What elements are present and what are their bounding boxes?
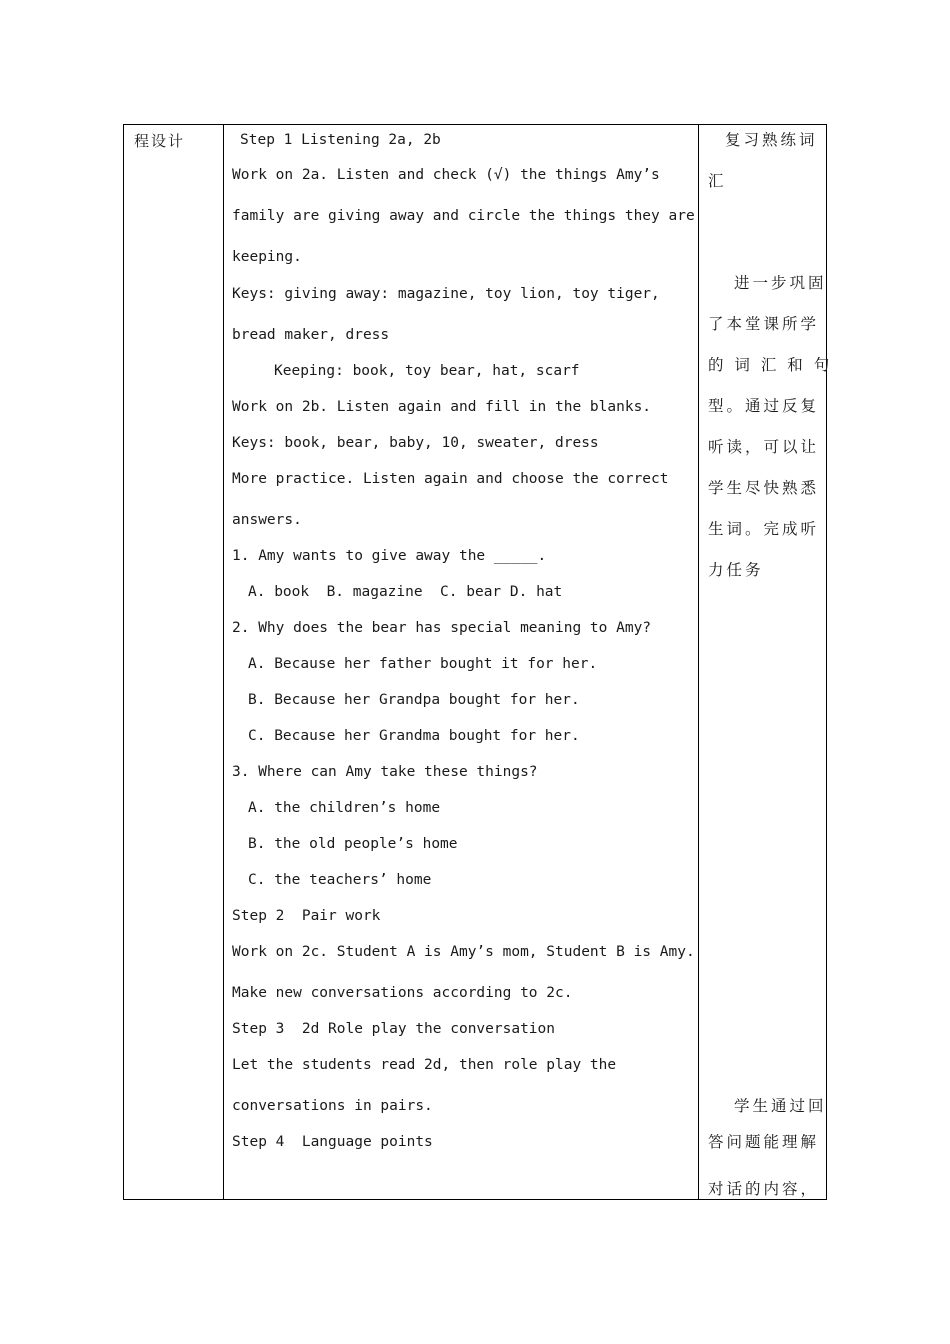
column-divider xyxy=(223,125,224,1199)
content-line: conversations in pairs. xyxy=(232,1098,433,1114)
content-line: Work on 2a. Listen and check (√) the things Amy’s xyxy=(232,167,660,183)
question-2: 2. Why does the bear has special meaning to Amy? xyxy=(232,620,652,636)
content-line: Let the students read 2d, then role play the xyxy=(232,1057,617,1073)
question-1: 1. Amy wants to give away the _____. xyxy=(232,548,547,564)
note-line: 的 词 汇 和 句 xyxy=(708,356,833,374)
answer-option: C. Because her Grandma bought for her. xyxy=(248,728,580,744)
note-line: 力任务 xyxy=(708,561,764,579)
content-line: answers. xyxy=(232,512,302,528)
content-line: Keys: giving away: magazine, toy lion, toy tiger, xyxy=(232,286,660,302)
step-1-heading: Step 1 Listening 2a, 2b xyxy=(240,132,441,148)
answer-option: C. the teachers’ home xyxy=(248,872,432,888)
step-4-heading: Step 4 Language points xyxy=(232,1134,433,1150)
content-line: Make new conversations according to 2c. xyxy=(232,985,573,1001)
note-line: 复习熟练词 xyxy=(725,131,818,149)
answer-option: A. the children’s home xyxy=(248,800,441,816)
answer-option: A. Because her father bought it for her. xyxy=(248,656,598,672)
note-line: 答问题能理解 xyxy=(708,1133,820,1151)
note-line: 了本堂课所学 xyxy=(708,315,820,333)
content-line: keeping. xyxy=(232,249,302,265)
answer-options: A. book B. magazine C. bear D. hat xyxy=(248,584,563,600)
answer-option: B. Because her Grandpa bought for her. xyxy=(248,692,580,708)
content-line: Keys: book, bear, baby, 10, sweater, dress xyxy=(232,435,599,451)
note-line: 进一步巩固 xyxy=(734,274,827,292)
content-line: Keeping: book, toy bear, hat, scarf xyxy=(274,363,580,379)
question-3: 3. Where can Amy take these things? xyxy=(232,764,538,780)
step-3-heading: Step 3 2d Role play the conversation xyxy=(232,1021,556,1037)
content-line: More practice. Listen again and choose the correct xyxy=(232,471,669,487)
lesson-table xyxy=(123,124,833,1200)
note-line: 对话的内容， xyxy=(708,1180,820,1198)
step-2-heading: Step 2 Pair work xyxy=(232,908,381,924)
note-line: 生词。完成听 xyxy=(708,520,820,538)
note-line: 听读，可以让 xyxy=(708,438,820,456)
content-line: family are giving away and circle the things they are xyxy=(232,208,695,224)
note-line: 学生通过回 xyxy=(734,1097,827,1115)
section-label: 程设计 xyxy=(134,132,186,150)
answer-option: B. the old people’s home xyxy=(248,836,458,852)
content-line: bread maker, dress xyxy=(232,327,390,343)
note-line: 型。通过反复 xyxy=(708,397,820,415)
note-line: 学生尽快熟悉 xyxy=(708,479,820,497)
note-line: 汇 xyxy=(708,172,727,190)
column-divider xyxy=(698,125,699,1199)
content-line: Work on 2b. Listen again and fill in the blanks. xyxy=(232,399,652,415)
content-line: Work on 2c. Student A is Amy’s mom, Student B is Amy. xyxy=(232,944,695,960)
